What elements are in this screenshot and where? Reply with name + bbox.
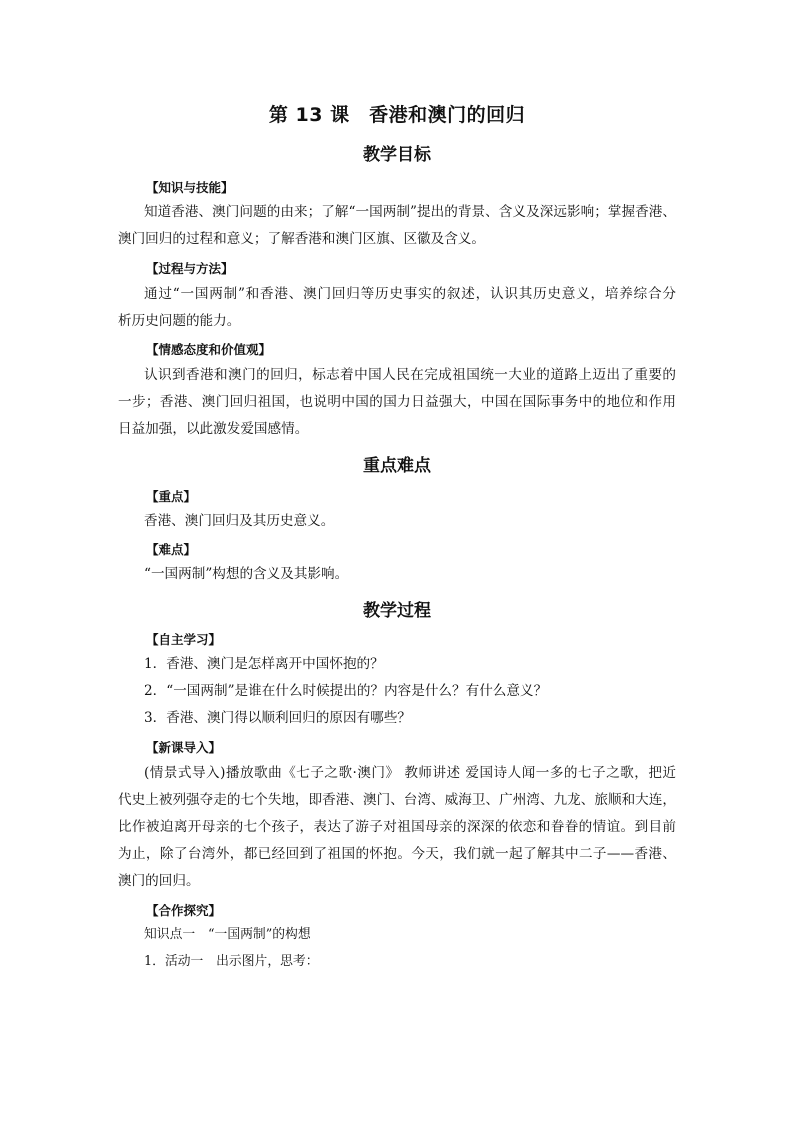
section-key-points: 重点难点	[363, 456, 431, 476]
intro-line-2: 代史上被列强夺走的七个失地，即香港、澳门、台湾、威海卫、广州湾、九龙、旅顺和大连，	[118, 792, 676, 808]
self-study-q1: 1．香港、澳门是怎样离开中国怀抱的？	[144, 656, 384, 672]
label-emotion: 【情感态度和价值观】	[146, 342, 272, 357]
cooperate-point-1: 知识点一 “一国两制”的构想	[144, 927, 311, 942]
cooperate-activity-1: 1．活动一 出示图片，思考：	[144, 954, 319, 969]
method-line-1: 通过“一国两制”和香港、澳门回归等历史事实的叙述，认识其历史意义，培养综合分	[144, 286, 676, 302]
knowledge-line-2: 澳门回归的过程和意义；了解香港和澳门区旗、区徽及含义。	[118, 231, 486, 247]
label-knowledge: 【知识与技能】	[146, 180, 234, 195]
label-difficulty: 【难点】	[146, 542, 197, 557]
label-self-study: 【自主学习】	[146, 632, 222, 647]
intro-line-5: 澳门的回归。	[118, 873, 200, 889]
intro-line-1: (情景式导入)播放歌曲《七子之歌·澳门》 教师讲述 爱国诗人闻一多的七子之歌，把近	[144, 765, 676, 781]
intro-line-3: 比作被迫离开母亲的七个孩子，表达了游子对祖国母亲的深深的依恋和眷眷的情谊。到目前	[118, 819, 676, 835]
difficulty-text: “一国两制”构想的含义及其影响。	[144, 566, 349, 582]
method-line-2: 析历史问题的能力。	[118, 313, 241, 329]
section-objectives: 教学目标	[363, 145, 431, 165]
self-study-q2: 2．“一国两制”是谁在什么时候提出的？内容是什么？有什么意义？	[144, 683, 548, 699]
label-method: 【过程与方法】	[146, 261, 234, 276]
emotion-line-2: 一步；香港、澳门回归祖国，也说明中国的国力日益强大，中国在国际事务中的地位和作用	[118, 394, 676, 410]
key-text: 香港、澳门回归及其历史意义。	[144, 513, 335, 529]
self-study-q3: 3．香港、澳门得以顺利回归的原因有哪些？	[144, 710, 411, 726]
lesson-title: 第 13 课 香港和澳门的回归	[268, 104, 526, 126]
label-intro: 【新课导入】	[146, 740, 222, 755]
intro-line-4: 为止，除了台湾外，都已经回到了祖国的怀抱。今天，我们就一起了解其中二子——香港、	[118, 846, 676, 862]
label-cooperate: 【合作探究】	[146, 903, 222, 918]
emotion-line-1: 认识到香港和澳门的回归，标志着中国人民在完成祖国统一大业的道路上迈出了重要的	[144, 367, 676, 383]
label-key: 【重点】	[146, 489, 197, 504]
knowledge-line-1: 知道香港、澳门问题的由来；了解“一国两制”提出的背景、含义及深远影响；掌握香港、	[144, 204, 676, 220]
emotion-line-3: 日益加强，以此激发爱国感情。	[118, 421, 309, 437]
section-process: 教学过程	[363, 601, 431, 621]
